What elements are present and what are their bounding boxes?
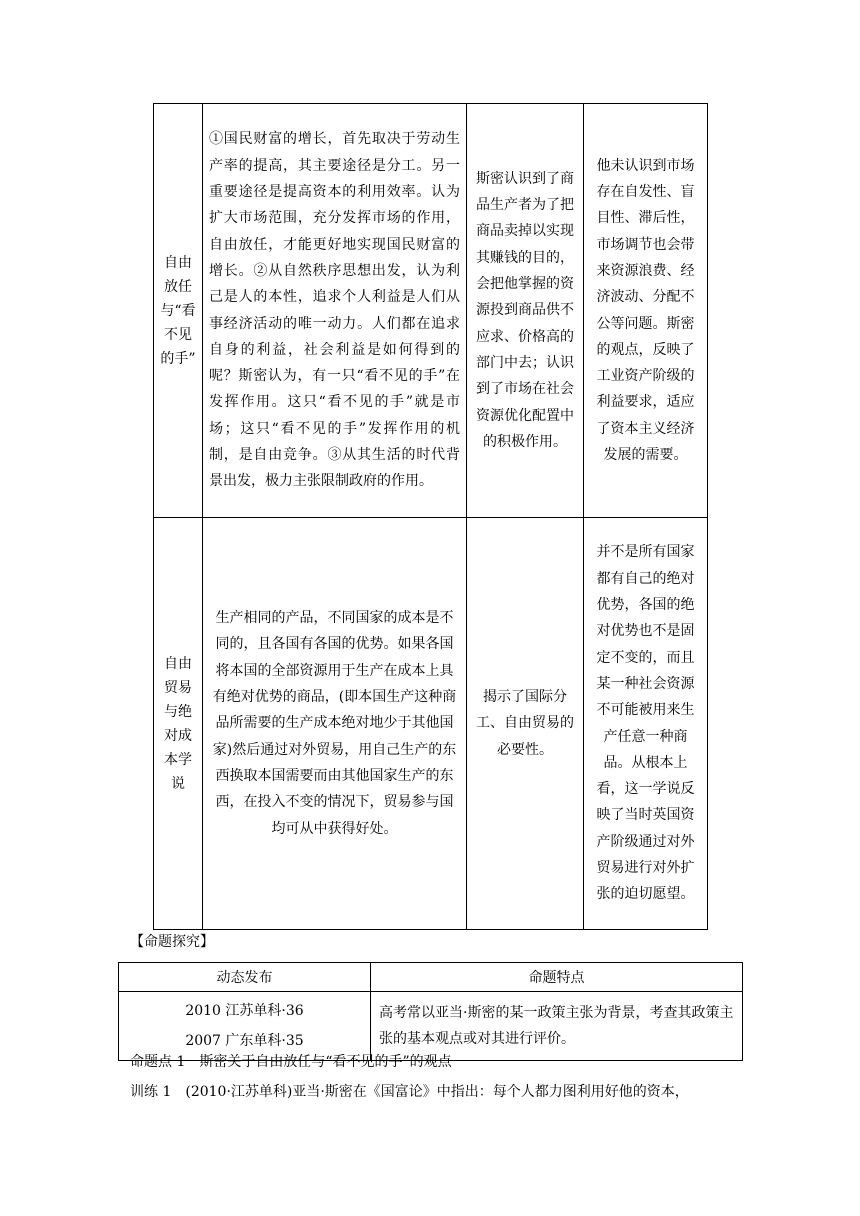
point-label: 命题点 1 斯密关于自由放任与“看不见的手”的观点 <box>130 1054 452 1070</box>
column-header: 命题特点 <box>371 963 743 992</box>
table-row <box>119 992 743 1061</box>
theory-significance-cell: 揭示了国际分工、自由贸易的必要性。 <box>467 518 584 930</box>
theory-name-cell: 自由放任与“看不见的手” <box>154 104 203 518</box>
dynamics-item: 2010 江苏单科·36 <box>185 1003 304 1019</box>
theory-table <box>153 103 708 930</box>
table-header-row <box>119 963 743 992</box>
theory-content-cell: ①国民财富的增长，首先取决于劳动生产率的提高，其主要途径是分工。另一重要途径是提高资本的利用效率。认为扩大市场范围，充分发挥市场的作用，自由放任，才能更好地实现国民财富的增长。②从自然秩序思想出发，认为利己是人的本性，追求个人利益是人们从事经济活动的唯一动力。人们都在追求自身的利益，社会利益是如何得到的呢？斯密认为，有一只“看不见的手”在发挥作用。这只“看不见的手”就是市场；这只“看不见的手”发挥作用的机制，是自由竞争。③从其生活的时代背景出发，极力主张限制政府的作用。 <box>203 104 467 518</box>
table-row <box>154 518 708 930</box>
training-question-line: 训练 1 (2010·江苏单科)亚当·斯密在《国富论》中指出：每个人都力图利用好他的资本， <box>130 1084 689 1100</box>
exam-table <box>118 962 743 1061</box>
dynamics-item: 2007 广东单科·35 <box>185 1033 304 1049</box>
theory-limitation-cell: 并不是所有国家都有自己的绝对优势，各国的绝对优势也不是固定不变的，而且某一种社会资源不可能被用来生产任意一种商品。从根本上看，这一学说反映了当时英国资产阶级通过对外贸易进行对外扩张的迫切愿望。 <box>584 518 708 930</box>
theory-limitation-cell: 他未认识到市场存在自发性、盲目性、滞后性，市场调节也会带来资源浪费、经济波动、分配不公等问题。斯密的观点，反映了工业资产阶级的利益要求，适应了资本主义经济发展的需要。 <box>584 104 708 518</box>
feature-cell: 高考常以亚当·斯密的某一政策主张为背景，考查其政策主张的基本观点或对其进行评价。 <box>371 992 743 1061</box>
column-header: 动态发布 <box>119 963 371 992</box>
theory-content-cell: 生产相同的产品，不同国家的成本是不同的，且各国有各国的优势。如果各国将本国的全部资源用于生产在成本上具有绝对优势的商品，(即本国生产这种商品所需要的生产成本绝对地少于其他国家)然后通过对外贸易，用自己生产的东西换取本国需要而由其他国家生产的东西，在投入不变的情况下，贸易参与国均可从中获得好处。 <box>203 518 467 930</box>
section-heading: 【命题探究】 <box>130 934 214 950</box>
theory-significance-cell: 斯密认识到了商品生产者为了把商品卖掉以实现其赚钱的目的，会把他掌握的资源投到商品供不应求、价格高的部门中去；认识到了市场在社会资源优化配置中的积极作用。 <box>467 104 584 518</box>
dynamics-cell <box>119 992 371 1061</box>
theory-name-cell: 自由贸易与绝对成本学说 <box>154 518 203 930</box>
table-row <box>154 104 708 518</box>
